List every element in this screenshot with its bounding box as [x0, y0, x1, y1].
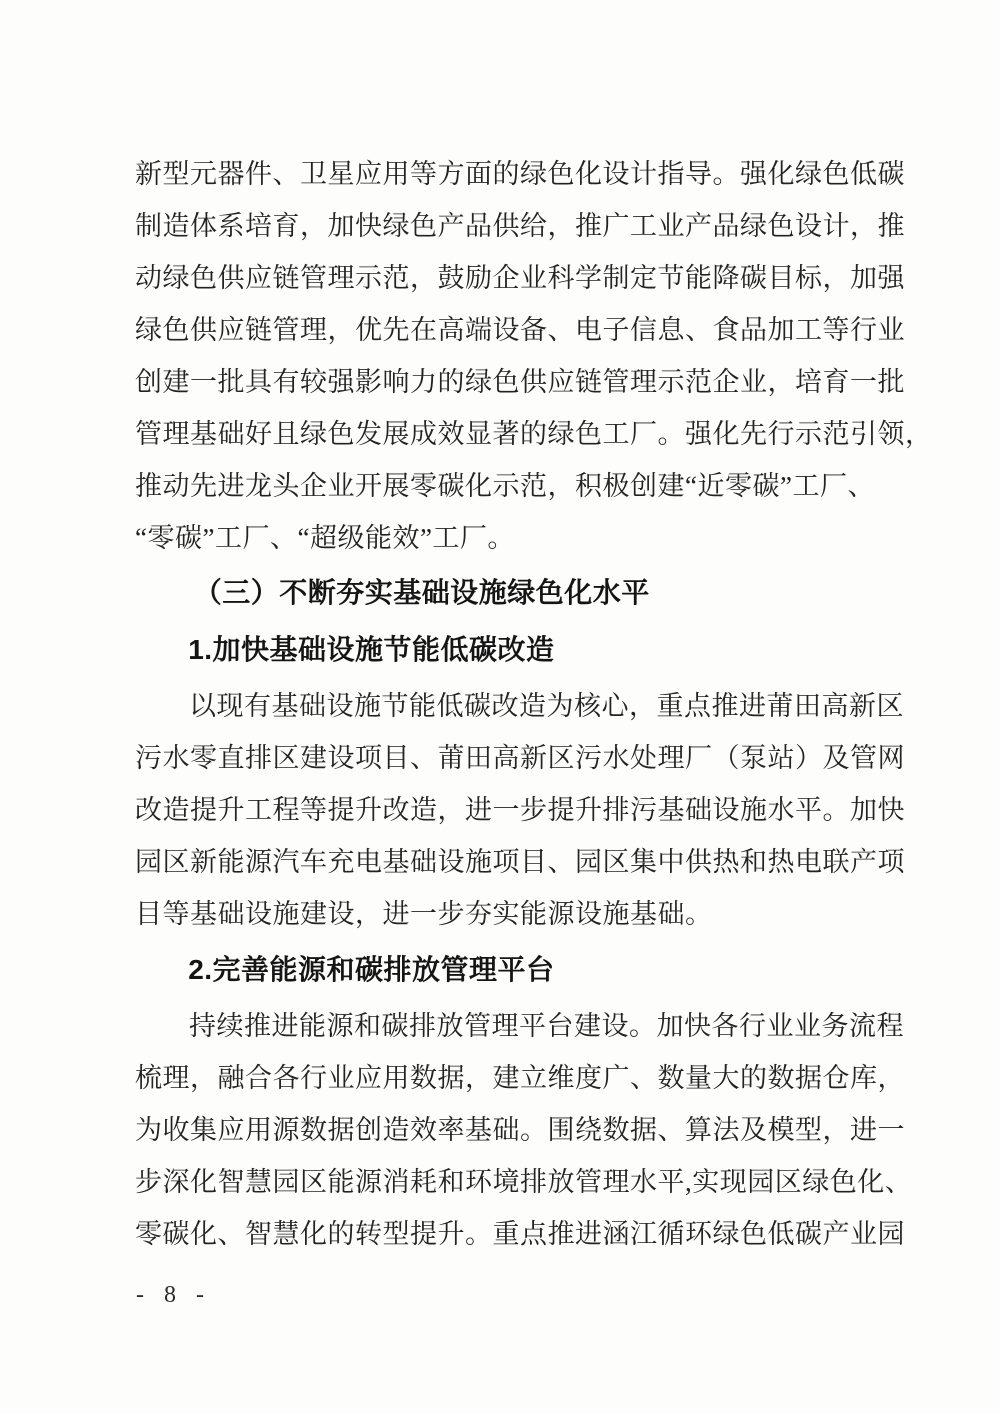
text-line: 目等基础设施建设，进一步夯实能源设施基础。 [135, 899, 713, 929]
text-line: 推动先进龙头企业开展零碳化示范，积极创建“近零碳”工厂、 [135, 471, 875, 501]
text-line: 为收集应用源数据创造效率基础。围绕数据、算法及模型，进一 [135, 1115, 905, 1145]
page-number: - 8 - [136, 1282, 211, 1308]
text-line: “零碳”工厂、“超级能效”工厂。 [135, 523, 515, 553]
paragraph [135, 1000, 913, 1260]
text-line: 动绿色供应链管理示范，鼓励企业科学制定节能降碳目标，加强 [135, 263, 905, 293]
text-line: 2.完善能源和碳排放管理平台 [188, 954, 555, 985]
paragraph [135, 148, 933, 564]
text-line: 零碳化、智慧化的转型提升。重点推进涵江循环绿色低碳产业园 [135, 1219, 905, 1249]
section-heading [135, 568, 893, 620]
text-line: （三）不断夯实基础设施绿色化水平 [193, 578, 650, 609]
text-line: 园区新能源汽车充电基础设施项目、园区集中供热和热电联产项 [135, 847, 905, 877]
text-line: 持续推进能源和碳排放管理平台建设。加快各行业业务流程 [189, 1011, 904, 1041]
text-line: 制造体系培育，加快绿色产品供给，推广工业产品绿色设计，推 [135, 211, 905, 241]
text-line: 1.加快基础设施节能低碳改造 [188, 634, 555, 665]
text-line: 管理基础好且绿色发展成效显著的绿色工厂。强化先行示范引领， [135, 419, 933, 449]
text-line: 新型元器件、卫星应用等方面的绿色化设计指导。强化绿色低碳 [135, 159, 905, 189]
document-body [135, 148, 933, 1260]
text-line: 创建一批具有较强影响力的绿色供应链管理示范企业，培育一批 [135, 367, 905, 397]
paragraph [135, 680, 905, 940]
sub-heading [135, 624, 893, 676]
text-line: 改造提升工程等提升改造，进一步提升排污基础设施水平。加快 [135, 795, 905, 825]
text-line: 步深化智慧园区能源消耗和环境排放管理水平,实现园区绿色化、 [135, 1167, 913, 1197]
text-line: 以现有基础设施节能低碳改造为核心，重点推进莆田高新区 [189, 691, 904, 721]
text-line: 绿色供应链管理，优先在高端设备、电子信息、食品加工等行业 [135, 315, 905, 345]
sub-heading [135, 944, 893, 996]
text-line: 梳理，融合各行业应用数据，建立维度广、数量大的数据仓库， [135, 1063, 905, 1093]
text-line: 污水零直排区建设项目、莆田高新区污水处理厂（泵站）及管网 [135, 743, 905, 773]
